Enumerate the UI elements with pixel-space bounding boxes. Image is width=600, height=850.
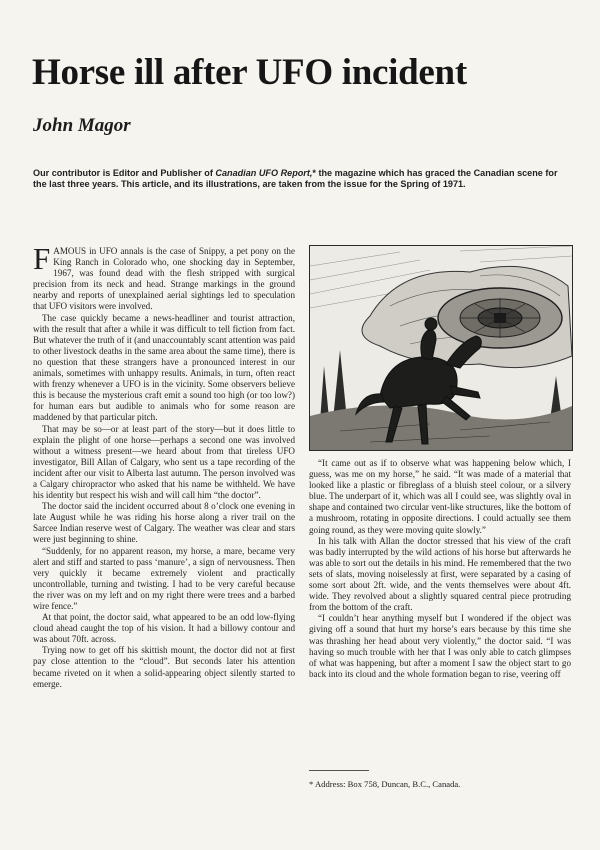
body-column-left xyxy=(33,241,295,690)
body-paragraph: Trying now to get off his skittish mount, the doctor did not at first pay close attention to the “cloud”. But seconds later his attention became riveted on it when a solid-appearing object silently started to emerge. xyxy=(33,645,295,689)
ufo-horse-illustration xyxy=(309,245,573,451)
body-paragraph: In his talk with Allan the doctor stressed that his view of the craft was badly interrupted by the wild actions of his horse but afterwards he was able to sort out the details in his mind. He remembered that the two sets of slats, moving noiselessly at first, were separated by a casing of some sort about 2ft. wide, and the vents themselves were about 4ft. wide. They revolved about a slightly squared central piece protruding from the bottom of the craft. xyxy=(309,535,571,613)
body-paragraph: “It came out as if to observe what was happening below which, I guess, was me on my horse,” he said. “It was made of a material that looked like a plastic or fibreglass of a bluish steel colour, or a silvery blue. The underpart of it, which was all I could see, was slightly oval in shape and contained two circular vent-like structures, like the bottom of a mushroom, rotating in opposite directions. I could actually see them going round, as they were moving quite slowly.” xyxy=(309,458,571,535)
body-paragraph: “I couldn’t hear anything myself but I wondered if the object was giving off a sound that hurt my horse’s ears because by this time she was thrashing her head about very violently,” the doctor said. “I was having so much trouble with her that I was only able to catch glimpses of what was happening, but after a moment I saw the object start to go back into its cloud and the whole formation began to rise, veering off xyxy=(309,613,571,679)
body-paragraph: At that point, the doctor said, what appeared to be an odd low-flying cloud ahead caught the top of his vision. It had a billowy contour and was about 70ft. across. xyxy=(33,612,295,645)
article-byline: John Magor xyxy=(33,115,131,136)
footnote-address: * Address: Box 758, Duncan, B.C., Canada. xyxy=(309,779,461,789)
standfirst-rest: * the magazine which has graced the Canadian scene for the last three years. This article, and its illustrations, are taken from the issue for the Spring of 1971. xyxy=(33,168,558,190)
footnote-divider xyxy=(309,770,369,771)
article-standfirst xyxy=(33,168,565,190)
body-paragraph: The doctor said the incident occurred about 8 o’clock one evening in late August while he was riding his horse along a river trail on the Sarcee Indian reserve west of Calgary. The weather was clear and stars were just beginning to shine. xyxy=(33,501,295,545)
body-paragraph: The case quickly became a news-headliner and tourist attraction, with the result that after a while it was difficult to tell fiction from fact. But whatever the truth of it (and unaccountably scant attention was paid to other livestock deaths in the same area about the same time), there is no question that these strangers have a pronounced interest in our animals, sometimes with unhappy results. Animals, in turn, often react with frenzy whenever a UFO is in the vicinity. Some observers believe this is because the mysterious craft emit a sound too high (or too low?) for human ears but audible to animals who for some reason are maddened by that particular pitch. xyxy=(33,312,295,423)
body-paragraph: That may be so—or at least part of the story—but it does little to explain the plight of one horse—perhaps a second one was involved without a witness present—we heard about from that tireless UFO investigator, Bill Allan of Calgary, who sent us a tape recording of the incident after our visit to Alberta last autumn. The person involved was a Calgary chiropractor who asked that his name be withheld. We have his identity but respect his wish and will call him “the doctor”. xyxy=(33,423,295,501)
body-paragraph: “Suddenly, for no apparent reason, my horse, a mare, became very alert and stiff and started to pass ‘manure’, a sign of nervousness. Then very quickly it became extremely violent and practically uncontrollable, turning and twisting. I had to be very careful because the river was on my left and on my right there were trees and a barbed wire fence.” xyxy=(33,545,295,611)
drop-cap: F xyxy=(33,241,51,276)
body-paragraph: FAMOUS in UFO annals is the case of Snippy, a pet pony on the King Ranch in Colorado who, one shocking day in September, 1967, was found dead with the flesh stripped with surgical precision from its neck and head. Strange markings in the ground nearby and reports of unexplained aerial sightings led to speculation that UFO visitors were involved. xyxy=(33,241,295,312)
standfirst-publication: Canadian UFO Report, xyxy=(215,168,313,178)
article-headline: Horse ill after UFO incident xyxy=(32,52,467,93)
illustration-drawing xyxy=(310,246,572,450)
standfirst-lead: Our contributor is Editor and Publisher of xyxy=(33,168,216,178)
body-column-right xyxy=(309,458,571,680)
